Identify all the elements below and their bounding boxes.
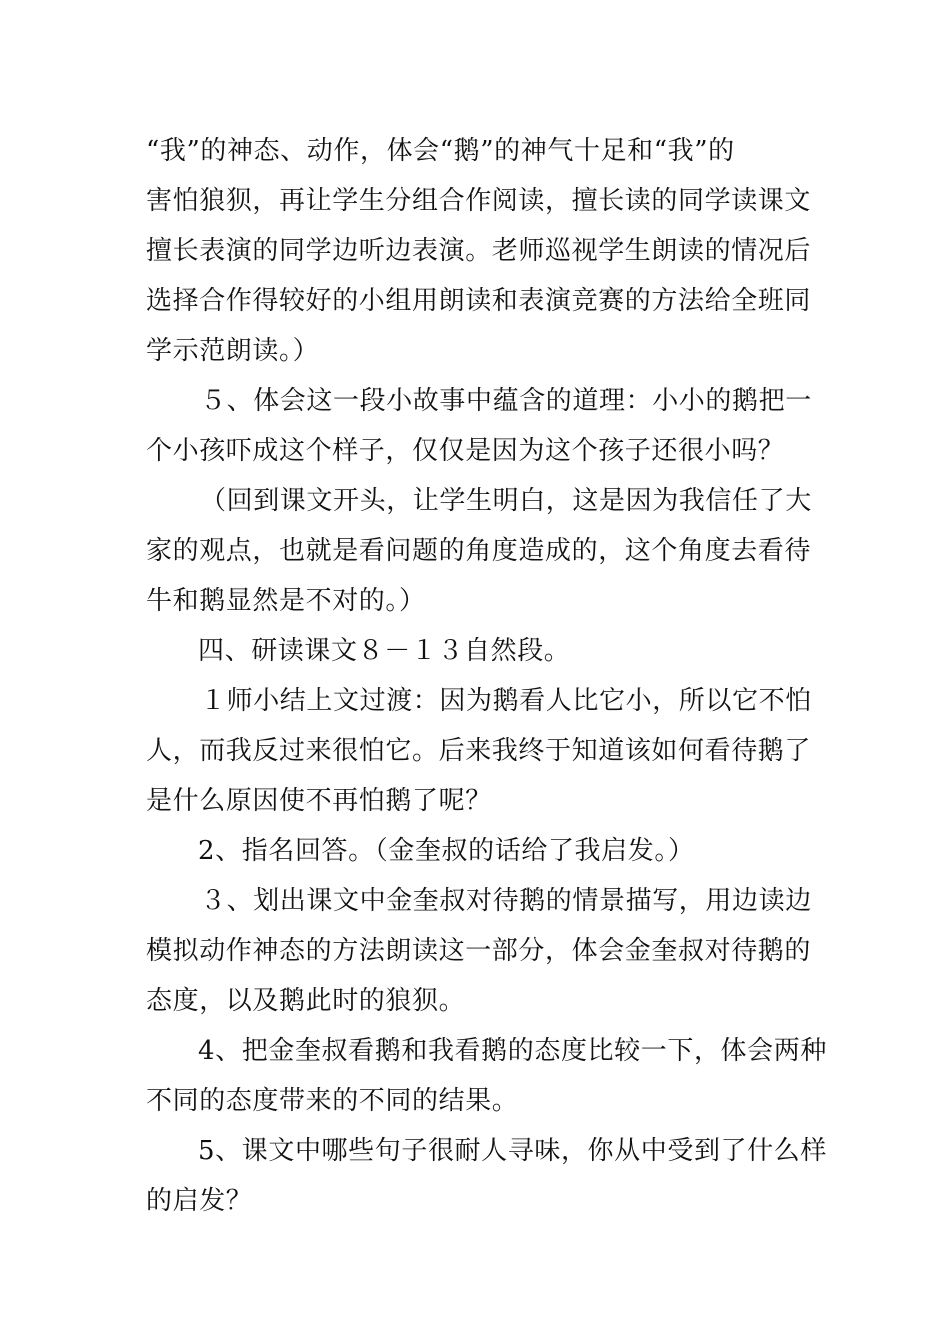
section-heading: 四、研读课文８－１３自然段。: [198, 636, 571, 666]
text-line: ３、划出课文中金奎叔对待鹅的情景描写，用边读边: [200, 886, 812, 916]
text-line: 不同的态度带来的不同的结果。: [146, 1086, 519, 1116]
text-line: 5、课文中哪些句子很耐人寻味，你从中受到了什么样: [198, 1136, 827, 1166]
text-line: 个小孩吓成这个样子，仅仅是因为这个孩子还很小吗？: [146, 436, 785, 466]
text-line: 是什么原因使不再怕鹅了呢？: [146, 786, 492, 816]
text-line: 牛和鹅显然是不对的。）: [146, 586, 426, 616]
text-line: 擅长表演的同学边听边表演。老师巡视学生朗读的情况后: [146, 236, 812, 266]
text-line: ５、体会这一段小故事中蕴含的道理：小小的鹅把一: [200, 386, 812, 416]
text-line: 害怕狼狈，再让学生分组合作阅读，擅长读的同学读课文: [146, 186, 812, 216]
text-line: 的启发？: [146, 1186, 253, 1216]
text-line: 态度，以及鹅此时的狼狈。: [146, 986, 466, 1016]
text-line: 模拟动作神态的方法朗读这一部分，体会金奎叔对待鹅的: [146, 936, 812, 966]
text-line: 4、把金奎叔看鹅和我看鹅的态度比较一下，体会两种: [198, 1036, 827, 1066]
text-line: “我”的神态、动作，体会“鹅”的神气十足和“我”的: [146, 136, 735, 166]
text-line: 选择合作得较好的小组用朗读和表演竞赛的方法给全班同: [146, 286, 812, 316]
text-line: 2、指名回答。（金奎叔的话给了我启发。）: [198, 836, 695, 866]
text-line: （回到课文开头，让学生明白，这是因为我信任了大: [200, 486, 812, 516]
text-line: １师小结上文过渡：因为鹅看人比它小，所以它不怕: [200, 686, 812, 716]
text-line: 学示范朗读。）: [146, 336, 320, 366]
text-line: 人，而我反过来很怕它。后来我终于知道该如何看待鹅了: [146, 736, 812, 766]
text-line: 家的观点，也就是看问题的角度造成的，这个角度去看待: [146, 536, 812, 566]
